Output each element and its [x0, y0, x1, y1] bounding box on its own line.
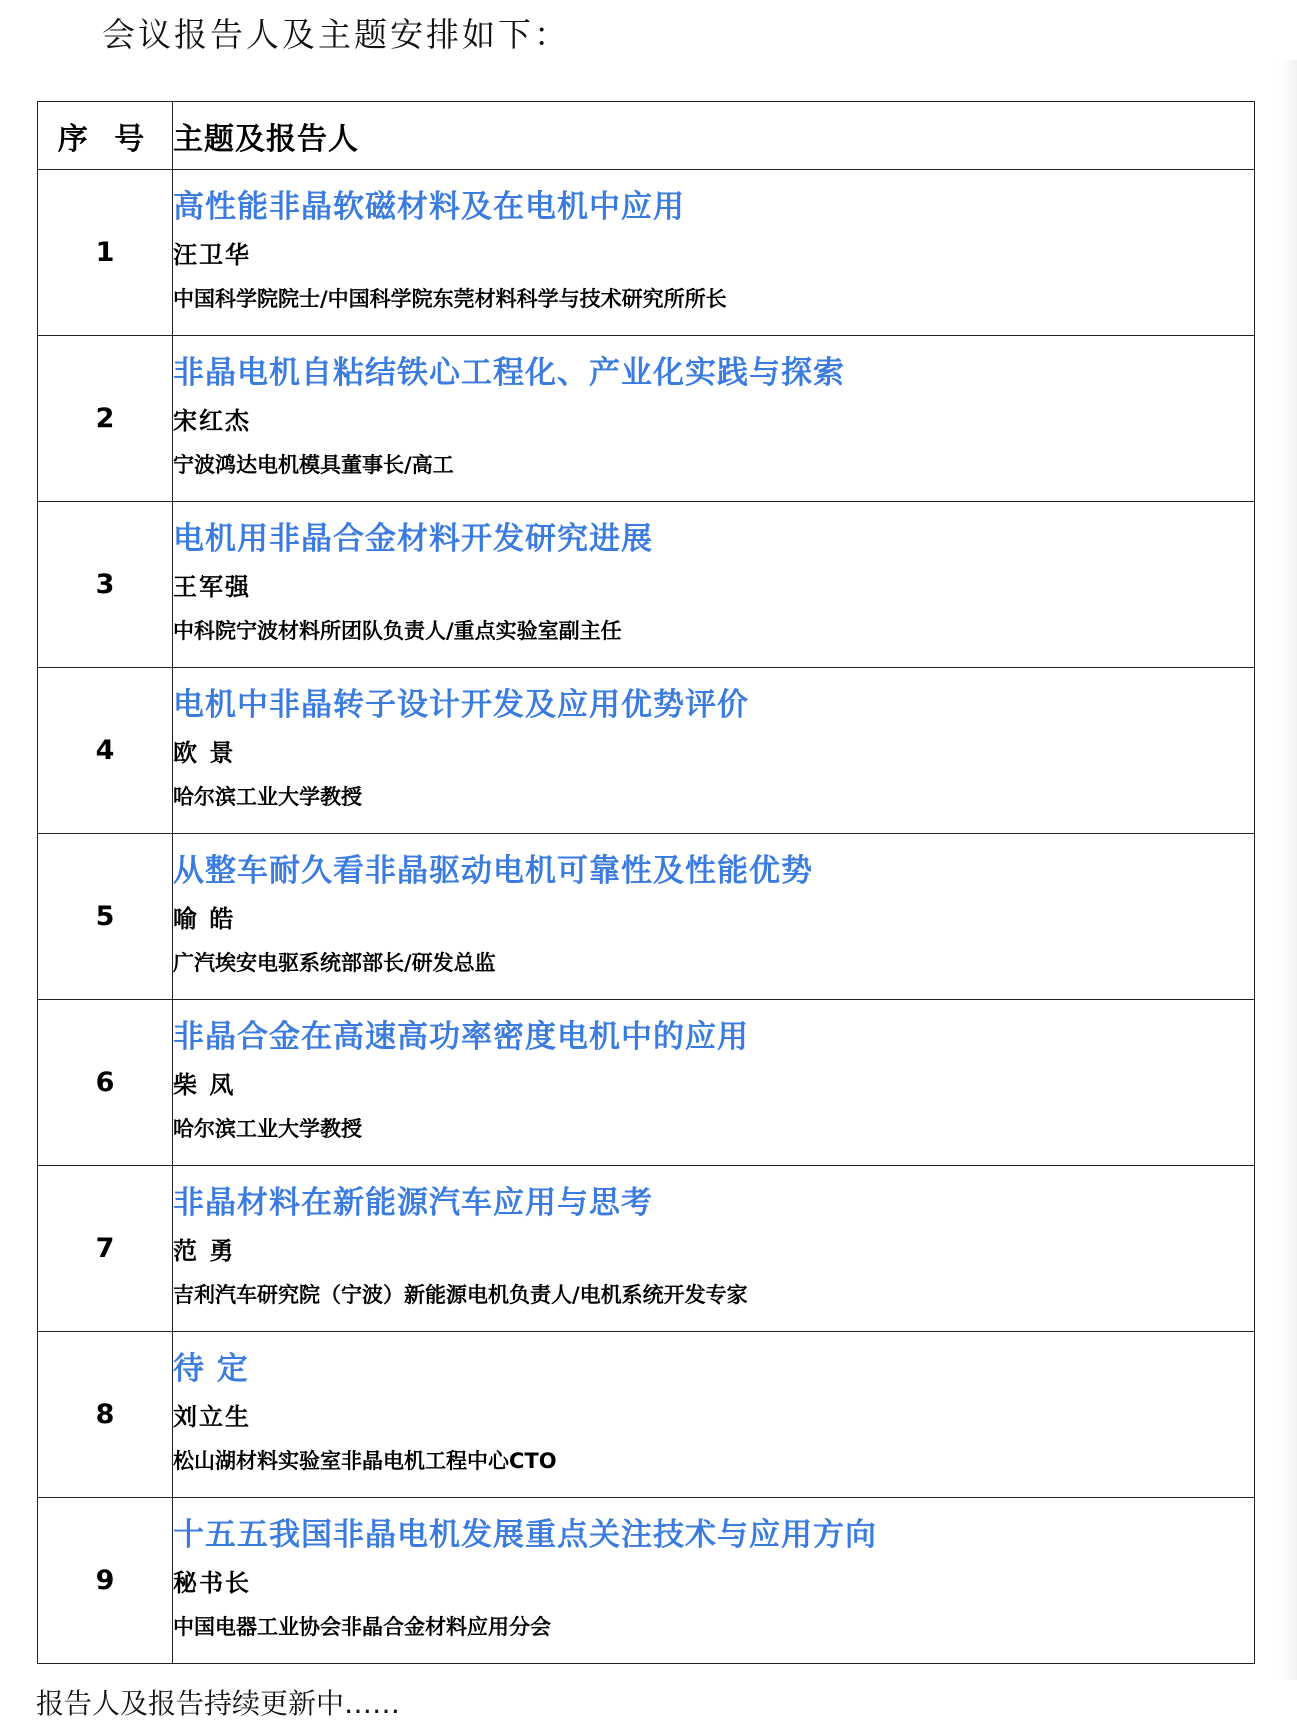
- speaker-name: 汪卫华: [173, 240, 251, 269]
- speaker-name: 秘书长: [173, 1568, 251, 1597]
- speaker-title: 中国科学院院士/中国科学院东莞材料科学与技术研究所所长: [173, 286, 727, 311]
- table-row: [38, 1000, 1255, 1166]
- talk-topic[interactable]: 非晶材料在新能源汽车应用与思考: [173, 1184, 653, 1221]
- row-number: 1: [38, 170, 173, 336]
- row-content: [173, 668, 1255, 834]
- talk-topic[interactable]: 非晶电机自粘结铁心工程化、产业化实践与探索: [173, 354, 845, 391]
- table-row: [38, 170, 1255, 336]
- row-content: [173, 1332, 1255, 1498]
- speaker-title: 松山湖材料实验室非晶电机工程中心CTO: [173, 1448, 557, 1473]
- row-number: 7: [38, 1166, 173, 1332]
- speaker-title: 哈尔滨工业大学教授: [173, 784, 362, 809]
- speaker-title: 宁波鸿达电机模具董事长/高工: [173, 452, 454, 477]
- speaker-title: 中科院宁波材料所团队负责人/重点实验室副主任: [173, 618, 622, 643]
- speaker-name: 宋红杰: [173, 406, 251, 435]
- row-number: 3: [38, 502, 173, 668]
- table-row: [38, 1166, 1255, 1332]
- speaker-name: 柴 凤: [173, 1070, 236, 1099]
- talk-topic[interactable]: 待 定: [173, 1350, 249, 1387]
- speaker-title: 哈尔滨工业大学教授: [173, 1116, 362, 1141]
- speaker-title: 广汽埃安电驱系统部部长/研发总监: [173, 950, 496, 975]
- header-no: 序 号: [38, 102, 173, 170]
- speaker-name: 欧 景: [173, 738, 236, 767]
- row-number: 5: [38, 834, 173, 1000]
- table-row: [38, 336, 1255, 502]
- talk-topic[interactable]: 高性能非晶软磁材料及在电机中应用: [173, 188, 685, 225]
- row-content: [173, 1166, 1255, 1332]
- table-row: [38, 502, 1255, 668]
- row-content: [173, 336, 1255, 502]
- row-number: 6: [38, 1000, 173, 1166]
- row-number: 8: [38, 1332, 173, 1498]
- speaker-name: 王军强: [173, 572, 251, 601]
- speaker-title: 吉利汽车研究院（宁波）新能源电机负责人/电机系统开发专家: [173, 1282, 748, 1307]
- talk-topic[interactable]: 从整车耐久看非晶驱动电机可靠性及性能优势: [173, 852, 813, 889]
- row-number: 2: [38, 336, 173, 502]
- speaker-name: 刘立生: [173, 1402, 251, 1431]
- row-content: [173, 170, 1255, 336]
- table-row: [38, 1498, 1255, 1664]
- table-row: [38, 834, 1255, 1000]
- row-content: [173, 834, 1255, 1000]
- row-content: [173, 1498, 1255, 1664]
- footer-note: 报告人及报告持续更新中……: [36, 1687, 401, 1720]
- table-row: [38, 1332, 1255, 1498]
- page-edge-shadow: [1279, 60, 1297, 1680]
- row-content: [173, 502, 1255, 668]
- table-header-row: [38, 102, 1255, 170]
- row-content: [173, 1000, 1255, 1166]
- speaker-name: 范 勇: [173, 1236, 236, 1265]
- speaker-title: 中国电器工业协会非晶合金材料应用分会: [173, 1614, 551, 1639]
- talk-topic[interactable]: 非晶合金在高速高功率密度电机中的应用: [173, 1018, 749, 1055]
- header-topic: 主题及报告人: [173, 102, 1255, 170]
- talk-topic[interactable]: 电机中非晶转子设计开发及应用优势评价: [173, 686, 749, 723]
- talk-topic[interactable]: 电机用非晶合金材料开发研究进展: [173, 520, 653, 557]
- intro-text: 会议报告人及主题安排如下：: [102, 15, 570, 54]
- schedule-table: [37, 101, 1255, 1664]
- speaker-name: 喻 皓: [173, 904, 236, 933]
- table-row: [38, 668, 1255, 834]
- row-number: 9: [38, 1498, 173, 1664]
- talk-topic[interactable]: 十五五我国非晶电机发展重点关注技术与应用方向: [173, 1516, 877, 1553]
- row-number: 4: [38, 668, 173, 834]
